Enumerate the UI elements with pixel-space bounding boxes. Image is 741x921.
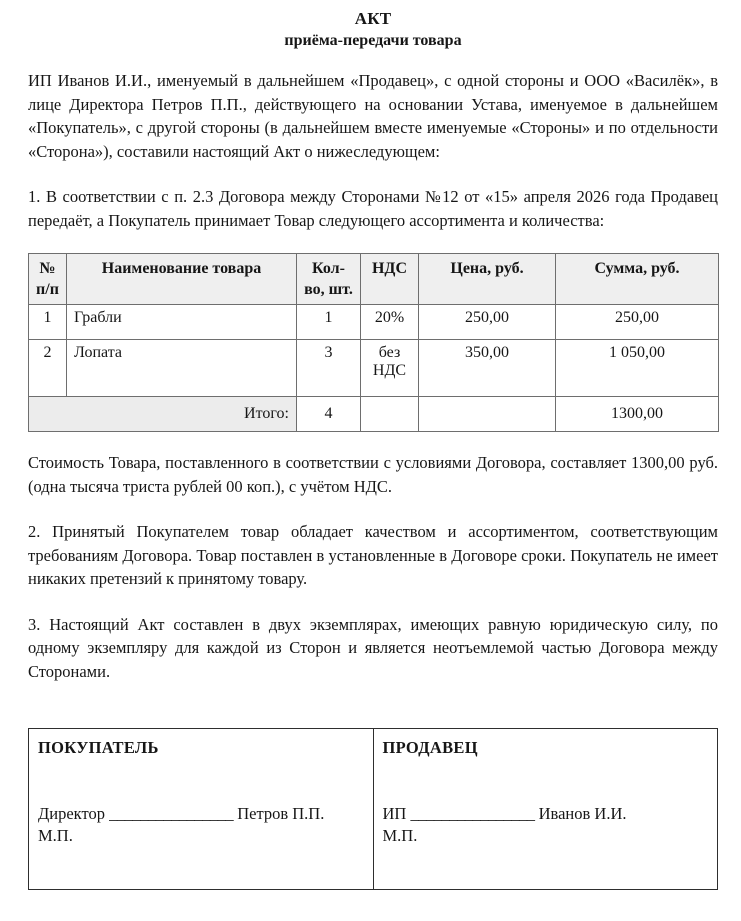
signature-cell-seller [373,729,718,890]
buyer-role-label: Директор [38,804,105,823]
seller-signature-line[interactable]: ________________ [410,804,535,823]
cell-number: 1 [29,305,67,340]
cell-sum: 1 050,00 [556,340,719,397]
column-header-name: Наименование товара [67,254,297,305]
column-header-price: Цена, руб. [419,254,556,305]
cell-number: 2 [29,340,67,397]
cell-vat: без НДС [361,340,419,397]
total-label: Итого: [29,397,297,432]
table-row [29,340,719,397]
cell-quantity: 1 [297,305,361,340]
items-table-header-row [29,254,719,305]
cell-vat: 20% [361,305,419,340]
cell-quantity: 3 [297,340,361,397]
clause-3-paragraph: 3. Настоящий Акт составлен в двух экземплярах, имеющих равную юридическую силу, по одному экземпляру для каждой из Сторон и является неотъемлемой частью Договора между Сторонами. [28,614,718,681]
cell-price: 250,00 [419,305,556,340]
total-price [419,397,556,432]
buyer-signature-line[interactable]: ________________ [109,804,234,823]
buyer-seal-label: М.П. [38,826,73,845]
seller-role-label: ИП [382,804,407,823]
cost-statement-paragraph: Стоимость Товара, поставленного в соответствии с условиями Договора, составляет 1300,00 руб. (одна тысяча триста рублей 00 коп.), с учётом НДС. [28,453,718,496]
buyer-signature-block [38,803,364,825]
total-quantity: 4 [297,397,361,432]
column-header-vat: НДС [361,254,419,305]
cell-name: Грабли [67,305,297,340]
total-sum: 1300,00 [556,397,719,432]
cell-sum: 250,00 [556,305,719,340]
document-title: АКТ [354,9,392,28]
buyer-name: Петров П.П. [237,804,325,823]
column-header-number: № п/п [29,254,67,305]
document-subtitle: приёма-передачи товара [284,32,462,49]
table-row [29,305,719,340]
total-vat [361,397,419,432]
intro-paragraph: ИП Иванов И.И., именуемый в дальнейшем «Продавец», с одной стороны и ООО «Василёк», в лице Директора Петров П.П., действующего на основании Устава, именуемое в дальнейшем «Покупатель», с другой стороны (в дальнейшем вместе именуемые «Стороны» и по отдельности «Сторона»), составили настоящий Акт о нижеследующем: [28,71,718,161]
seller-heading: ПРОДАВЕЦ [382,738,478,757]
signature-row [29,729,718,890]
items-table [28,253,719,432]
seller-name: Иванов И.И. [538,804,627,823]
signature-table [28,728,718,890]
cell-price: 350,00 [419,340,556,397]
column-header-quantity: Кол-во, шт. [297,254,361,305]
cell-name: Лопата [67,340,297,397]
column-header-sum: Сумма, руб. [556,254,719,305]
seller-signature-block [383,803,709,825]
seller-seal-label: М.П. [382,826,418,845]
clause-2-paragraph: 2. Принятый Покупателем товар обладает качеством и ассортиментом, соответствующим требованиям Договора. Товар поставлен в установленные в Договоре сроки. Покупатель не имеет никаких претензий к принятому товару. [28,522,718,588]
table-total-row [29,397,719,432]
buyer-heading: ПОКУПАТЕЛЬ [38,738,159,757]
clause-1-paragraph: 1. В соответствии с п. 2.3 Договора между Сторонами №12 от «15» апреля 2026 года Продавец передаёт, а Покупатель принимает Товар следующего ассортимента и количества: [28,187,718,230]
signature-cell-buyer [29,729,374,890]
